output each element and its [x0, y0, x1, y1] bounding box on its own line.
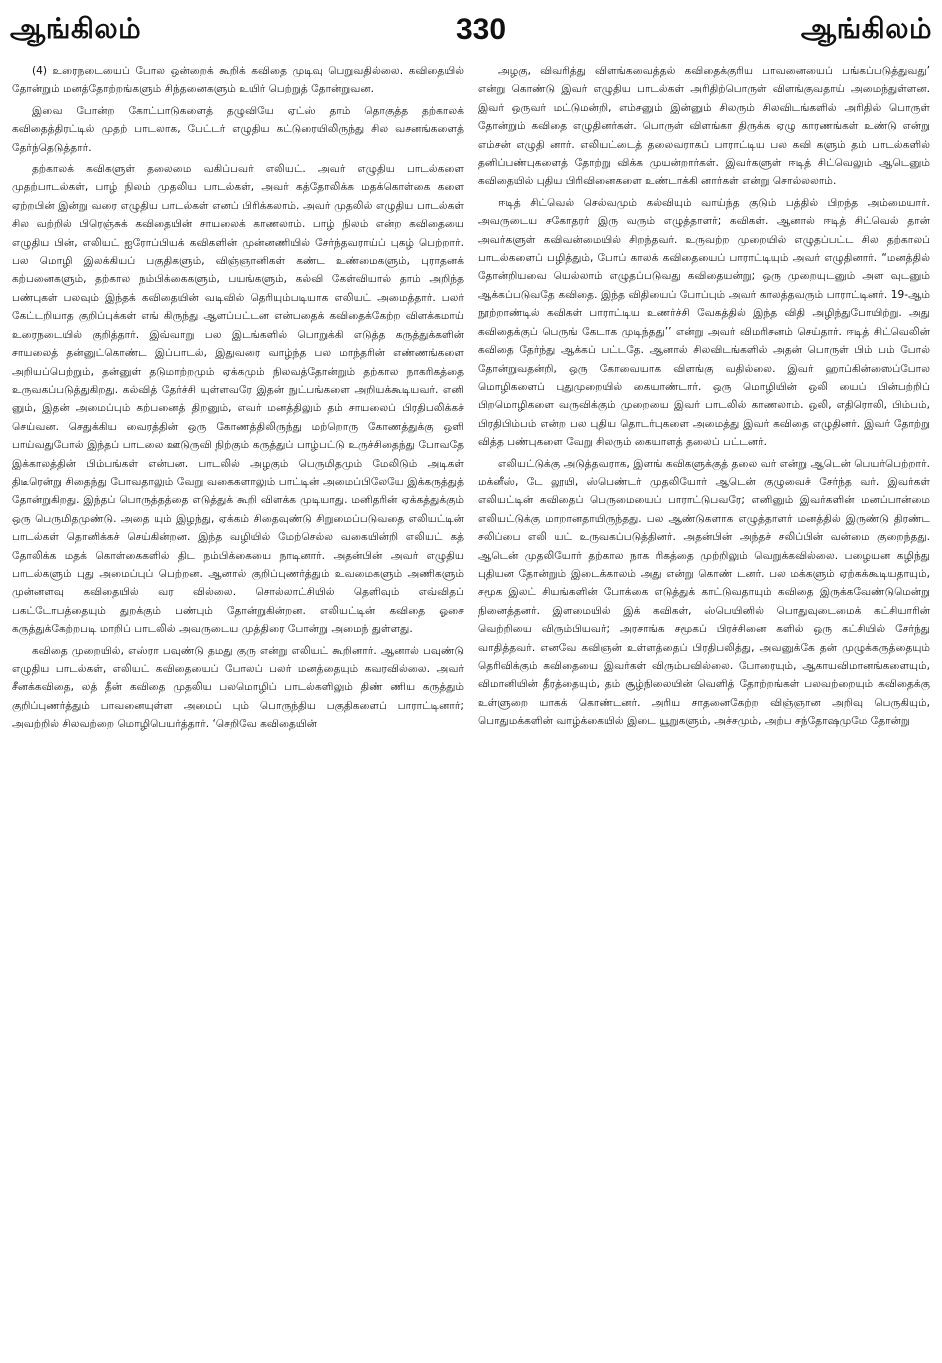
paragraph: (4) உரைநடையைப் போல ஒன்றைக் கூறிக் கவிதை முடிவு பெறுவதில்லை. கவிதையில் தோன்றும் மனத்தோற்றங்களும் சிந்தனைகளும் உயிர் பெற்றுத் தோன்றுவன. — [12, 65, 464, 96]
page-number: 330 — [455, 13, 507, 46]
paragraph: கவிதை முறையில், எஸ்ரா பவுண்டு தமது குரு என்று எலியட் கூறினார். ஆனால் பவுண்டு எழுதிய பாடல்கள், எலியட் கவிதையைப் போலப் பலர் மனத்தையும் கவரவில்லை. அவர் சீனக்கவிதை, லத் தீன் கவிதை முதலிய பலமொழிப் பாடல்களிலும் திண் ணிய கருத்தும் குறிப்புணர்த்தும் பாவனையுள்ள அமைப் பும் பொருந்திய பகுதிகளைப் பாராட்டினார்; அவற்றில் சிலவற்றை மொழிபெயர்த்தார். ‘செறிவே கவிதையின் — [12, 644, 464, 731]
page-header — [10, 6, 932, 54]
paragraph: தற்காலக் கவிகளுள் தலைமை வகிப்பவர் எலியட். அவர் எழுதிய பாடல்களை முதற்பாடல்கள், பாழ் நிலம் முதலிய பாடல்கள், அவர் கத்தோலிக்க மதக்கொள்கை களை ஏற்றபின் இன்று வரை எழுதிய பாடல்கள் எனப் பிரிக்கலாம். அவர் முதலில் எழுதிய பாடல்கள் சில வற்றில் பிரெஞ்சுக் கவிதையின் சாயலைக் காணலாம். பாழ் நிலம் என்ற கவிதையை எழுதிய பின், எலியட் ஐரோப்பியக் கவிகளின் முன்னணியில் சேர்ந்தவராய்ப் புகழ் பெற்றார். பல மொழி இலக்கியப் பகுதிகளும், விஞ்ஞானிகள் கண்ட உண்மைகளும், புராதனக் கற்பனைகளும், தற்கால நம்பிக்கைகளும், பயங்களும், கல்வி கேள்வியால் தாம் அறிந்த பண்புகள் பலவும் இந்தக் கவிதையின் வடிவில் தெரியும்படியாக எலியட் அமைத்தார். பலர் கேட்டறியாத குறிப்புக்கள் எங் கிருந்து ஆளப்பட்டன என்பதைக் கவிதைக்கேற்ற விளக்கமாய் உரைநடையில் குறித்தார். இவ்வாறு பல இடங்களில் பொறுக்கி எடுத்த கருத்துக்களின் சாயலைத் தன்னுட்கொண்ட இப்பாடல், இதுவரை வாழ்ந்த பல மாந்தரின் எண்ணங்களை அறியப்பெற்றும், தன்னுள் தடுமாற்றமும் ஏக்கமும் நிலவத்தோன்றும் தற்கால நாகரிகத்தை உருவகப்படுத்துகிறது. கல்வித் தேர்ச்சி யுள்ளவரே இதன் நுட்பங்களை அறியக்கூடியவர். எனி னும், இதன் அமைப்பும் கற்பனைத் திறனும், எவர் மனத்திலும் தம் சாயலைப் பிரதிபலிக்கச் செய்வன. செதுக்கிய வைரத்தின் ஒரு கோணத்திலிருந்து மற்றொரு கோணத்துக்கு ஒளி பாய்வதுபோல் இந்தப் பாடலை ஊடுருவி நிற்கும் கருத்துப் பாழ்பட்டு உருச்சிதைந்து போவதே இக்காலத்தின் பிம்பங்கள் என்பன. பாடலில் அழகும் பெருமிதமும் மேலிடும் அடிகள் திடீரென்று சிதைந்து போவதாலும் வேறு வகைகளாலும் பாட்டின் அமைப்பிலேயே இக்கருத்துத் தோன்றுகிறது. இந்தப் பொருத்தத்தை எடுத்துக் கூறி விளக்க முடியாது. மனிதரின் ஏக்கத்துக்கும் ஒரு பெருமிதமுண்டு. அதை யும் இழந்து, ஏக்கம் சிதைவுண்டு சிறுமைப்படுவதை எலியட்டின் பாடல்கள் தொனிக்கச் செய்கின்றன. இந்த வழியில் மேற்செல்ல வகையின்றி எலியட் கத் தோலிக்க மதக் கொள்கைகளில் திட நம்பிக்கையை நாடினார். அதன்பின் அவர் எழுதிய பாடல்களும் புது அமைப்புப் பெற்றன. ஆனால் குறிப்புணர்த்தும் உவமைகளும் அணிகளும் முன்னளவு கவிதையில் வர வில்லை. சொல்லாட்சியில் தெளிவும் எவ்விதப் பகட்டோபத்தையும் துறக்கும் பண்பும் தோன்றுகின்றன. எலியட்டின் கவிதை ஓசை கருத்துக்கேற்றபடி மாறிப் பாடலில் அவருடைய முத்திரை போன்று அமைந் துள்ளது. — [12, 163, 464, 636]
right-column — [478, 62, 930, 1358]
paragraph: இவை போன்ற கோட்பாடுகளைத் தழுவியே ஏட்ஸ் தாம் தொகுத்த தற்காலக் கவிதைத்திரட்டில் முதற் பாடலாக, பேட்டர் எழுதிய கட்டுரையிலிருந்து சில வசனங்களைத் தேர்ந்தெடுத்தார். — [12, 104, 464, 154]
running-head-right: ஆங்கிலம் — [800, 11, 932, 45]
paragraph: எலியட்டுக்கு அடுத்தவராக, இளங் கவிகளுக்குத் தலை வர் என்று ஆடென் பெயர்பெற்றார். மக்னீஸ், டே லூயி, ஸ்பெண்டர் முதலியோர் ஆடென் குழுவைச் சேர்ந்த வர். இவர்கள் எலியட்டின் கவிதைப் பெருமையைப் பாராட்டுபவரே; எனினும் இவர்களின் மனப்பான்மை எலியட்டுக்கு மாறானதாயிருந்தது. பல ஆண்டுகளாக எழுத்தாளர் மனத்தில் இருண்டு திரண்ட சலிப்பை எலி யட் உருவகப்படுத்தினர். அதன்பின் அந்தச் சலிப்பின் வன்மை குறைந்தது. ஆடென் முதலியோர் தற்கால நாக ரிகத்தை முற்றிலும் வெறுக்கவில்லை. பழையன கழிந்து புதியன தோன்றும் இடைக்காலம் அது என்று கொண் டனர். பல மக்களும் ஏற்கக்கூடியதாயும், சமூக இலட் சியங்களின் போக்கை எடுத்துக் காட்டுவதாயும் கவிதை இருக்கவேண்டுமென்று நினைத்தனர். இளமையில் இக் கவிகள், ஸ்பெயினில் பொதுவுடைமைக் கட்சியாரின் வெற்றியை விரும்பியவர்; அரசாங்க சமூகப் பிரச்சினை களில் ஒரு கட்சியில் சேர்ந்து வாதித்தவர். எனவே கவிஞன் உள்ளத்தைப் பிரதிபலித்து, அவனுக்கே தன் முழுக்கருத்தையும் தெரிவிக்கும் கவிதையை இவர்கள் விரும்பவில்லை. போரையும், ஆகாயவிமானங்களையும், விமானியின் தீரத்தையும், தம் சூழ்நிலையின் வெளித் தோற்றங்கள் பலவற்றையும் கவிதைக்கு உள்ளுறை யாகக் கொண்டனர். அரிய சாதனைகேற்ற விஞ்ஞான அறிவு பெருகியும், பொதுமக்களின் வாழ்க்கையில் இடை யூறுகளும், அச்சமும், அற்ப சந்தோஷமுமே தோன்று — [478, 457, 930, 728]
paragraph: அழகு, விவரித்து விளங்கவைத்தல் கவிதைக்குரிய பாவனையைப் பங்கப்படுத்துவது’ என்று கொண்டு இவர் எழுதிய பாடல்கள் அரிதிற்பொருள் விளங்குவதாய் அமைந்துள்ளன. இவர் ஒருவர் மட்டுமன்றி, எம்சனும் இன்னும் சிலரும் சிலவிடங்களில் அரிதில் பொருள் தோன்றும் கவிதை எழுதினர்கள். பொருள் விளங்கா திருக்க ஏழு காரணங்கள் உண்டு என்று எம்சன் எழுதி னார். எலியட்டைத் தலைவராகப் பாராட்டிய பல கவி களும் தம் பாடல்களில் தனிப்பண்புகளைத் தோற்று விக்க முயன்றார்கள். இவர்களுள் ஈடித் சிட்வெலும் ஆடெனும் கவிதையில் புதிய பிரிவினைகளை உண்டாக்கி னார்கள் என்று சொல்லலாம். — [478, 65, 930, 188]
paragraph: ஈடித் சிட்வெல் செல்வமும் கல்வியும் வாய்ந்த குடும் பத்தில் பிறந்த அம்மையார். அவருடைய சகோதரர் இரு வரும் எழுத்தாளர்; கவிகள். ஆனால் ஈடித் சிட்வெல் தான் அவர்களுள் கவிவன்மையில் சிறந்தவர். உருவற்ற முறையில் எழுதப்பட்ட சில தற்காலப் பாடல்களைப் பழித்தும், போப் காலக் கவிதையைப் பாராட்டியும் அவர் எழுதினார். “மனத்தில் தோன்றியவை யெல்லாம் எழுதப்படுவது கவிதையன்று; ஒரு முறையுடனும் அள வுடனும் ஆக்கப்படுவதே கவிதை. இந்த விதியைப் போப்பும் அவர் காலத்தவரும் பாராட்டினர். 19-ஆம் நூற்றாண்டில் கவிகள் பாராட்டிய உணர்ச்சி வேகத்தில் இந்த விதி அழிந்துபோயிற்று. அது கவிதைக்குப் பெருங் கேடாக முடிந்தது’’ என்று அவர் விமரிசனம் செய்தார். ஈடித் சிட்வெலின் கவிதை தேர்ந்து ஆக்கப் பட்டதே. ஆனால் சிலவிடங்களில் அதன் பொருள் பிம் பம் போல் தோன்றுவதன்றி, ஒரு கோவையாக விளங்கு வதில்லை. இவர் ஹாப்கின்ஸைப்போல மொழிகளைப் புதுமுறையில் கையாண்டார். ஒரு மொழியின் ஒலி யைப் பின்பற்றிப் பிறமொழிகளை வருவிக்கும் முறையை இவர் பாடலில் காணலாம். ஒலி, எதிரொலி, பிம்பம், பிரதிபிம்பம் என்ற பல புதிய தொடர்புகளை அமைத்து இவர் கவிதை எழுதினர். இவர் தோற்று வித்த பண்புகளை வேறு சிலரும் கையாளத் தலைப் பட்டனர். — [478, 196, 930, 449]
left-column — [12, 62, 464, 1358]
text-columns — [12, 62, 930, 1358]
running-head-left: ஆங்கிலம் — [10, 11, 142, 45]
